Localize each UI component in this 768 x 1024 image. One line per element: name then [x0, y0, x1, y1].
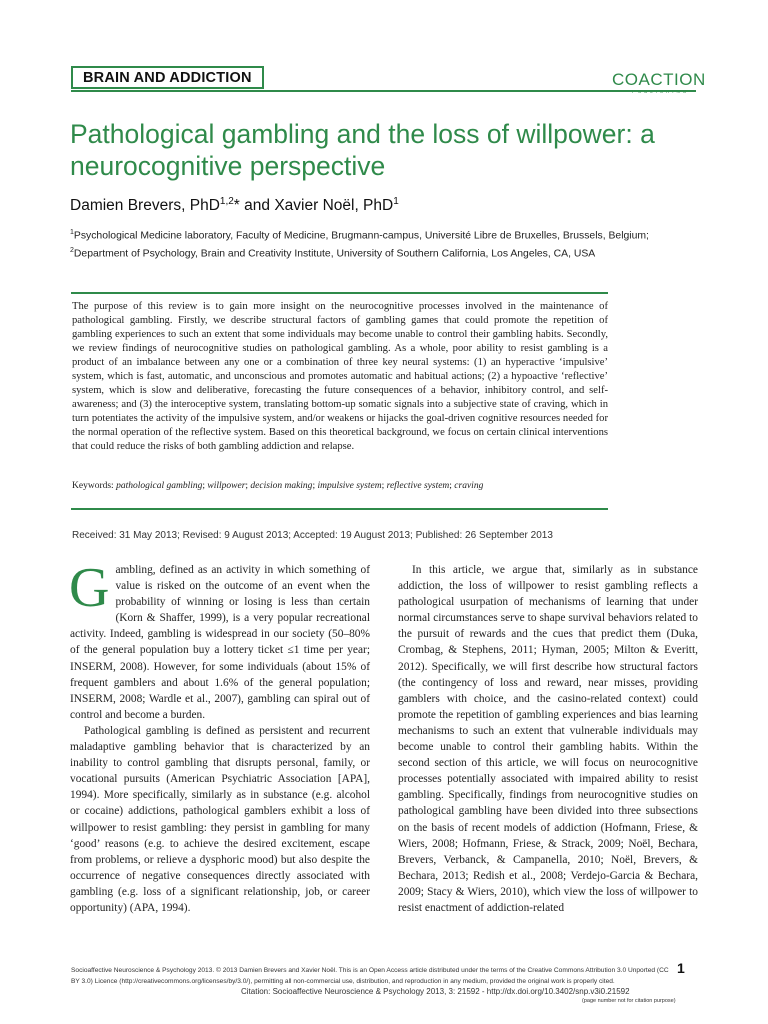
keyword: craving	[454, 481, 484, 491]
article-title: Pathological gambling and the loss of willpower: a neurocognitive perspective	[70, 119, 655, 181]
affil-1: Psychological Medicine laboratory, Faculty of Medicine, Brugmann-campus, Université Libre de Bruxelles, Brussels, Belgium;	[73, 230, 649, 242]
author-2: Xavier Noël, PhD	[274, 197, 394, 215]
drop-cap: G	[69, 557, 110, 619]
keyword: impulsive system	[317, 481, 382, 491]
body-column-right	[398, 562, 698, 916]
keywords-label: Keywords:	[72, 481, 117, 491]
article-dates: Received: 31 May 2013; Revised: 9 August 2013; Accepted: 19 August 2013; Published: 26 September 2013	[72, 530, 553, 541]
affil-2-num: 2	[70, 246, 74, 254]
page-number: 1	[677, 960, 685, 976]
body-paragraph: ambling, defined as an activity in which something of value is risked on the outcome of an event when the probability of winning or losing is less than certain (Korn & Shaffer, 1999), is a very popular recreational activity. Indeed, gambling is widespread in our society (50–80% of the general population buy a lottery ticket ≤1 time per year; INSERM, 2008). However, for some individuals (about 15% of frequent gamblers and about 1.6% of the general population; INSERM, 2008; Wardle et al., 2007), gambling can spiral out of control and become a burden.	[70, 564, 370, 721]
affil-2: Department of Psychology, Brain and Creativity Institute, University of Southern California, Los Angeles, CA, USA	[73, 248, 596, 260]
publisher-logo: COACTION	[612, 70, 706, 89]
keyword: willpower	[207, 481, 246, 491]
body-paragraph: Pathological gambling is defined as persistent and recurrent maladaptive gambling behavior that is characterized by an inability to control gambling that disrupts personal, family, or vocational pursuits (American Psychiatric Association [APA], 1994). More specifically, similarly as in substance (e.g. alcohol or cocaine) addictions, pathological gamblers exhibit a loss of willpower to resist gambling: they persist in gambling for many ‘good’ reasons (e.g. to achieve the desired excitement, escape from problems, or relieve a dysphoric mood) but also despite the occurrence of negative consequences directly associated with gambling (e.g. loss of a significant relationship, job, or career opportunity) (APA, 1994).	[70, 724, 370, 914]
license-footer: Socioaffective Neuroscience & Psychology 2013. © 2013 Damien Brevers and Xavier Noël. This is an Open Access article distributed under the terms of the Creative Commons Attribution 3.0 Unported (CC BY 3.0) Licence (http://creativecommons.org/licenses/by/3.0/), permitting all non-commercial use, distribution, and reproduction in any medium, provided the original work is properly cited.	[71, 967, 669, 985]
keywords	[72, 481, 608, 491]
body-column-left	[69, 557, 370, 916]
publisher-logo-sub: PUBLISHING	[632, 89, 690, 94]
author-line	[70, 196, 399, 215]
author-conjunction: and	[239, 197, 275, 215]
author-1: Damien Brevers, PhD	[70, 197, 220, 215]
keyword: pathological gambling	[116, 481, 203, 491]
author-2-affil: 1	[393, 196, 399, 207]
affil-1-num: 1	[70, 229, 74, 236]
section-tag: BRAIN AND ADDICTION	[71, 66, 264, 89]
author-1-affil: 1,2	[219, 196, 234, 207]
keyword: decision making	[250, 481, 313, 491]
header-rule	[71, 90, 696, 92]
corresponding-mark: *	[233, 197, 240, 215]
affiliations	[70, 226, 690, 262]
keyword: reflective system	[386, 481, 450, 491]
abstract-rule-top	[71, 292, 608, 294]
page-number-note: (page number not for citation purpose)	[582, 998, 676, 1004]
body-paragraph: In this article, we argue that, similarly as in substance addiction, the loss of willpower to resist gambling reflects a pathological usurpation of mechanisms of learning that under normal circumstances serve to shape survival behaviors related to the pursuit of rewards and the cues that predict them (Duka, Crombag, & Stephens, 2011; Hyman, 2005; Milton & Everitt, 2012). Specifically, we will first describe how structural factors (the contingency of loss and reward, near misses, providing gamblers with choice, and the casino-related context) could promote the repetition of gambling experiences and bias learning mechanisms to such an extent that vulnerable individuals may become unable to control their gambling habits. Within the second section of this article, we will focus on neurocognitive processes potentially associated with impaired ability to resist gambling. Specifically, findings from neurocognitive studies on pathological gambling have been divided into three subsections on the basis of recent models of addiction (Hofmann, Friese, & Wiers, 2008; Hofmann, Friese, & Strack, 2009; Noël, Bechara, Brevers, Verbanck, & Campanella, 2010; Noël, Brevers, & Bechara, 2013; Redish et al., 2008; Verdejo-Garcia & Bechara, 2009; Stacy & Wiers, 2010), which view the loss of willpower to resist enactment of addiction-related	[398, 564, 698, 914]
abstract-text: The purpose of this review is to gain more insight on the neurocognitive processes involved in the maintenance of pathological gambling. Firstly, we describe structural factors of gambling games that could promote the repetition of gambling experiences to such an extent that some individuals may become unable to control their gambling habits. Secondly, we review findings of neurocognitive studies on pathological gambling. As a whole, poor ability to resist gambling is a product of an imbalance between any one or a combination of three key neural systems: (1) an hyperactive ‘impulsive’ system, which is fast, automatic, and unconscious and promotes automatic and habitual actions; (2) a hypoactive ‘reflective’ system, which is slow and deliberative, forecasting the future consequences of a behavior, inhibitory control, and self-awareness; and (3) the interoceptive system, translating bottom-up somatic signals into a subjective state of craving, which in turn potentiates the activity of the impulsive system, and/or weakens or hijacks the goal-driven cognitive resources needed for the normal operation of the reflective system. Based on this theoretical background, we focus on certain clinical interventions that could reduce the risks of both gambling addiction and relapse.	[72, 301, 608, 452]
keywords-list: pathological gambling; willpower; decision making; impulsive system; reflective system; craving	[116, 481, 484, 491]
citation-footer: Citation: Socioaffective Neuroscience & Psychology 2013, 3: 21592 - http://dx.doi.org/10.3402/snp.v3i0.21592	[241, 987, 630, 996]
abstract-rule-bottom	[71, 508, 608, 510]
